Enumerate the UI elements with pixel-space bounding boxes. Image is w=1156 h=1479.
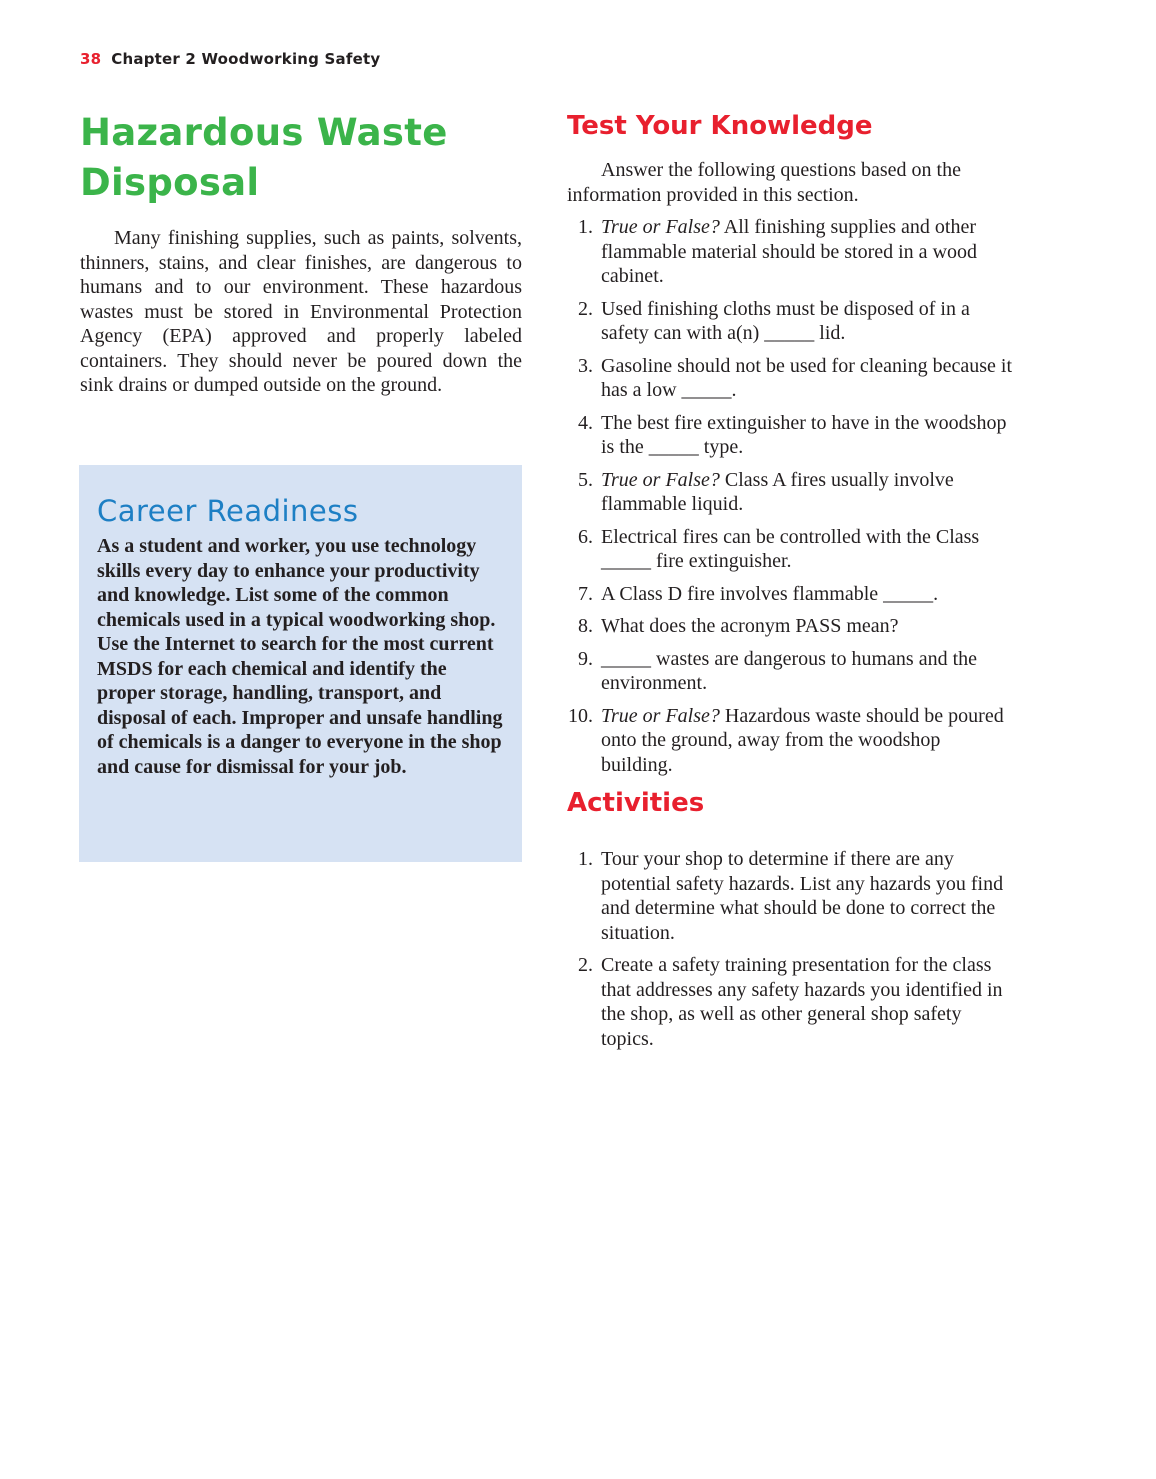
- question-item: [567, 647, 1012, 696]
- question-item: [567, 411, 1012, 460]
- question-number: 5.: [578, 468, 593, 491]
- running-head: [80, 50, 380, 68]
- question-item: [567, 297, 1012, 346]
- question-item: [567, 614, 1012, 639]
- question-number: 4.: [578, 411, 593, 434]
- activities-heading: Activities: [567, 788, 705, 818]
- question-text: _____ wastes are dangerous to humans and the environment.: [601, 647, 978, 694]
- question-number: 10.: [568, 704, 593, 727]
- question-number: 2.: [578, 297, 593, 320]
- question-text: The best fire extinguisher to have in the woodshop is the _____ type.: [601, 411, 1007, 458]
- activity-text: Create a safety training presentation for the class that addresses any safety hazards you identified in the shop, as well as other general shop safety topics.: [601, 954, 1003, 1050]
- activity-number: 2.: [578, 954, 593, 976]
- chapter-title: Chapter 2 Woodworking Safety: [111, 50, 381, 68]
- question-number: 1.: [578, 216, 593, 238]
- left-column: [80, 108, 522, 398]
- activity-number: 1.: [578, 848, 593, 870]
- question-number: 3.: [578, 354, 593, 377]
- activities-list: [567, 847, 1012, 1051]
- activity-text: Tour your shop to determine if there are any potential safety hazards. List any hazards you find and determine what should be done to correct the situation.: [601, 848, 1004, 944]
- question-text: A Class D fire involves flammable _____.: [601, 582, 939, 605]
- true-false-label: True or False?: [601, 468, 720, 491]
- question-text: Gasoline should not be used for cleaning because it has a low _____.: [601, 354, 1012, 401]
- question-text: All finishing supplies and other flammable material should be stored in a wood cabinet.: [601, 216, 978, 287]
- question-item: [567, 215, 1012, 289]
- career-readiness-text: As a student and worker, you use technology skills every day to enhance your productivity and knowledge. List some of the common chemicals used in a typical woodworking shop. Use the Internet to search for the most current MSDS for each chemical and identify the proper storage, handling, transport, and disposal of each. Improper and unsafe handling of chemicals is a danger to everyone in the shop and cause for dismissal for your job.: [97, 535, 503, 778]
- true-false-label: True or False?: [601, 216, 720, 238]
- question-text: Electrical fires can be controlled with the Class _____ fire extinguisher.: [601, 525, 980, 572]
- question-item: [567, 525, 1012, 574]
- question-text: Hazardous waste should be poured onto the ground, away from the woodshop building.: [601, 704, 1004, 776]
- question-text: What does the acronym PASS mean?: [601, 615, 899, 637]
- question-item: [567, 354, 1012, 403]
- career-readiness-title: Career Readiness: [97, 494, 359, 528]
- test-your-knowledge-heading: Test Your Knowledge: [567, 111, 873, 141]
- question-text: Class A fires usually involve flammable liquid.: [601, 468, 954, 515]
- test-intro: Answer the following questions based on the information provided in this section.: [567, 159, 961, 206]
- activity-item: [567, 953, 1012, 1051]
- true-false-label: True or False?: [601, 704, 720, 727]
- question-number: 8.: [578, 615, 593, 637]
- right-column: [567, 108, 1012, 1059]
- question-number: 6.: [578, 525, 593, 548]
- activity-item: [567, 847, 1012, 945]
- question-text: Used finishing cloths must be disposed of in a safety can with a(n) _____ lid.: [601, 297, 970, 344]
- question-number: 7.: [578, 582, 593, 605]
- question-item: [567, 582, 1012, 607]
- question-list: [567, 215, 1012, 777]
- body-paragraph: Many finishing supplies, such as paints, solvents, thinners, stains, and clear finishes, are dangerous to humans and to our environment. These hazardous wastes must be stored in Environmental Protection Agency (EPA) approved and properly labeled containers. They should never be poured down the sink drains or dumped outside on the ground.: [80, 227, 522, 396]
- question-number: 9.: [578, 647, 593, 670]
- section-title: Hazardous Waste Disposal: [80, 111, 448, 204]
- page-number: 38: [80, 50, 102, 68]
- career-readiness-box: [79, 465, 522, 862]
- question-item: [567, 704, 1012, 778]
- question-item: [567, 468, 1012, 517]
